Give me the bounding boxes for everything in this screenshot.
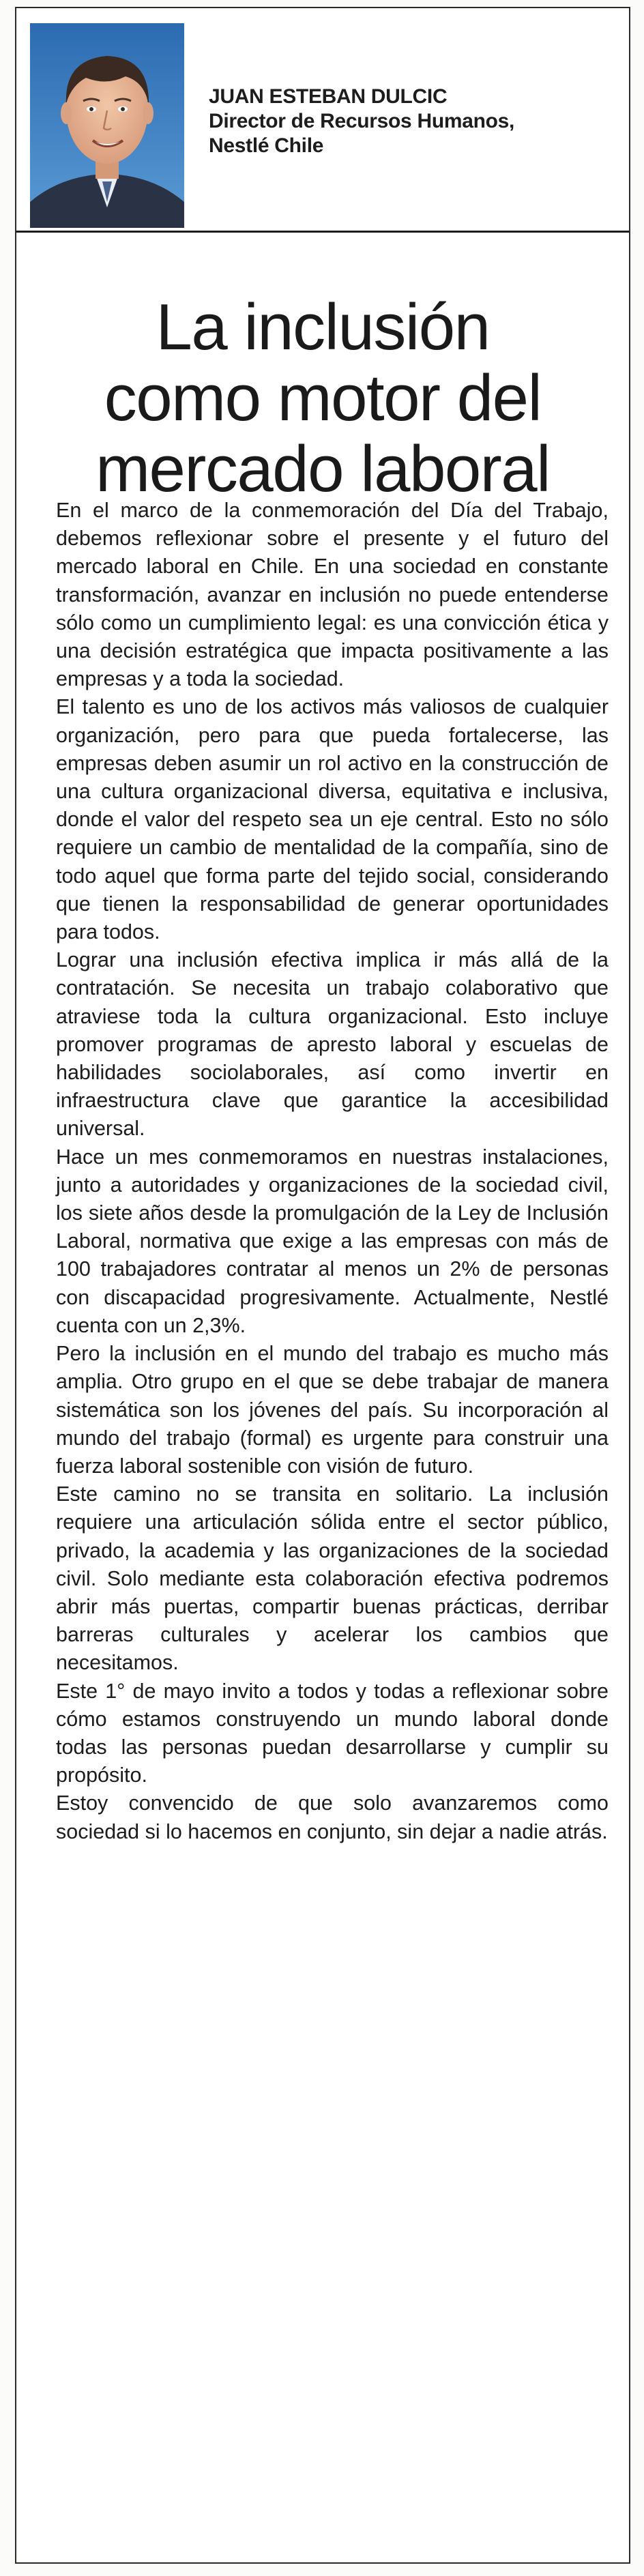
author-name: JUAN ESTEBAN DULCIC <box>209 85 448 108</box>
paragraph-1: En el marco de la conmemoración del Día del Trabajo, debemos reflexionar sobre el presente y el futuro del mercado laboral en Chile. En una sociedad en constante transformación, avanzar en inclusión no puede entenderse sólo como un cumplimiento legal: es una convicción ética y una decisión estratégica que impacta positivamente a las empresas y a toda la sociedad. <box>56 499 609 691</box>
paragraph-7: Este 1° de mayo invito a todos y todas a reflexionar sobre cómo estamos construyendo un mundo laboral donde todas las personas puedan desarrollarse y cumplir su propósito. <box>56 1679 609 1787</box>
author-photo <box>30 23 184 228</box>
headline-line-2: como motor del <box>104 362 542 435</box>
paragraph-8: Estoy convencido de que solo avanzaremos como sociedad si lo hacemos en conjunto, sin dejar a nadie atrás. <box>56 1791 609 1843</box>
headline-line-3: mercado laboral <box>96 433 550 506</box>
header-divider <box>16 231 629 233</box>
paragraph-6: Este camino no se transita en solitario. La inclusión requiere una articulación sólida entre el sector público, privado, la academia y las organizaciones de la sociedad civil. Solo mediante esta colaboración efectiva podremos abrir más puertas, compartir buenas prácticas, derribar barreras culturales y acelerar los cambios que necesitamos. <box>56 1482 609 1675</box>
paragraph-3: Lograr una inclusión efectiva implica ir más allá de la contratación. Se necesita un trabajo colaborativo que atraviese toda la cultura organizacional. Esto incluye promover programas de apresto laboral y escuelas de habilidades sociolaborales, así como invertir en infraestructura clave que garantice la accesibilidad universal. <box>56 948 609 1141</box>
article-headline <box>30 292 615 505</box>
article-body <box>56 497 609 1846</box>
author-credit <box>209 85 514 158</box>
byline <box>16 8 629 221</box>
headline-line-1: La inclusión <box>156 291 490 364</box>
author-portrait-image <box>30 23 184 228</box>
paragraph-2: El talento es uno de los activos más valiosos de cualquier organización, pero para que pueda fortalecerse, las empresas deben asumir un rol activo en la construcción de una cultura organizacional diversa, equitativa e inclusiva, donde el valor del respeto sea un eje central. Esto no sólo requiere un cambio de mentalidad de la compañía, sino de todo aquel que forma parte del tejido social, considerando que tienen la responsabilidad de generar oportunidades para todos. <box>56 695 609 944</box>
column-frame <box>15 7 630 2564</box>
paragraph-4: Hace un mes conmemoramos en nuestras instalaciones, junto a autoridades y organizaciones de la sociedad civil, los siete años desde la promulgación de la Ley de Inclusión Laboral, normativa que exige a las empresas con más de 100 trabajadores contratar al menos un 2% de personas con discapacidad progresivamente. Actualmente, Nestlé cuenta con un 2,3%. <box>56 1145 609 1337</box>
author-role: Director de Recursos Humanos, <box>209 110 515 132</box>
paragraph-5: Pero la inclusión en el mundo del trabajo es mucho más amplia. Otro grupo en el que se debe trabajar de manera sistemática son los jóvenes del país. Su incorporación al mundo del trabajo (formal) es urgente para construir una fuerza laboral sostenible con visión de futuro. <box>56 1342 609 1478</box>
author-company: Nestlé Chile <box>209 134 324 157</box>
